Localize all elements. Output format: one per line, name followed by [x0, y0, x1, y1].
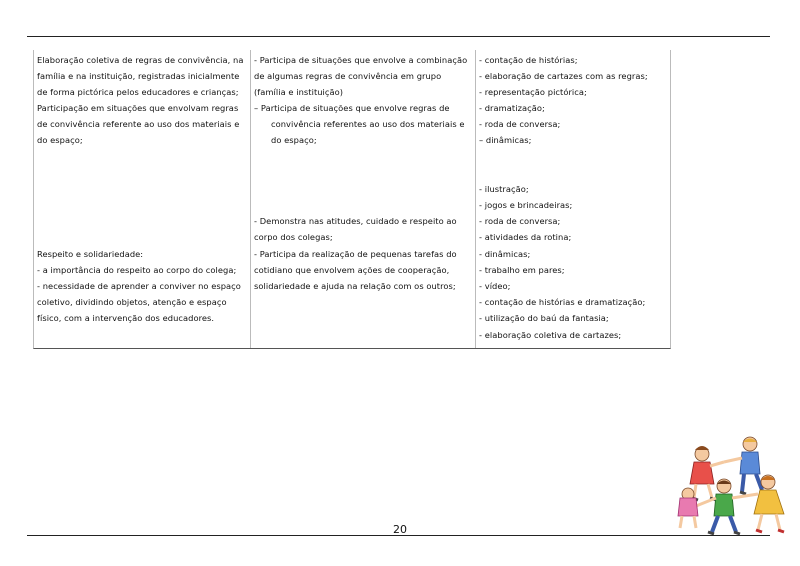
table-line: - atividades da rotina; — [479, 232, 572, 242]
table-line: Elaboração coletiva de regras de convivência, na — [37, 55, 244, 65]
column-conteudos — [34, 50, 251, 348]
table-line: - dramatização; — [479, 103, 545, 113]
table-line: de algumas regras de convivência em grupo — [254, 71, 442, 81]
column-estrategias — [476, 50, 670, 348]
table-line: - contação de histórias; — [479, 55, 578, 65]
table-line: coletivo, dividindo objetos, atenção e espaço — [37, 297, 227, 307]
table-line: - utilização do baú da fantasia; — [479, 313, 609, 323]
table-line: - necessidade de aprender a conviver no espaço — [37, 281, 241, 291]
table-line: - Participa da realização de pequenas tarefas do — [254, 249, 457, 259]
table-line: - jogos e brincadeiras; — [479, 200, 573, 210]
table-line: - dinâmicas; — [479, 249, 531, 259]
table-line: de convivência referente ao uso dos materiais e — [37, 119, 240, 129]
table-line: - elaboração de cartazes com as regras; — [479, 71, 648, 81]
table-line: - Demonstra nas atitudes, cuidado e respeito ao — [254, 216, 457, 226]
table-line: convivência referentes ao uso dos materiais e — [271, 119, 465, 129]
table-line: - ilustração; — [479, 184, 529, 194]
table-line: - a importância do respeito ao corpo do colega; — [37, 265, 237, 275]
table-line: do espaço; — [271, 135, 317, 145]
table-line: solidariedade e ajuda na relação com os outros; — [254, 281, 456, 291]
table-line: Respeito e solidariedade: — [37, 249, 144, 259]
table-line: - roda de conversa; — [479, 119, 561, 129]
table-line: - representação pictórica; — [479, 87, 587, 97]
table-line: – dinâmicas; — [479, 135, 532, 145]
table-line: – Participa de situações que envolve regras de — [254, 103, 450, 113]
page-number: 20 — [393, 523, 407, 536]
table-line: - vídeo; — [479, 281, 511, 291]
children-circle-illustration — [672, 432, 788, 544]
content-table — [33, 50, 671, 349]
table-line: (família e instituição) — [254, 87, 344, 97]
table-line: físico, com a intervenção dos educadores. — [37, 313, 215, 323]
table-line: - contação de histórias e dramatização; — [479, 297, 646, 307]
table-line: - trabalho em pares; — [479, 265, 565, 275]
column-objetivos — [251, 50, 476, 348]
table-line: Participação em situações que envolvam regras — [37, 103, 239, 113]
table-line: - elaboração coletiva de cartazes; — [479, 330, 622, 340]
table-line: família e na instituição, registradas inicialmente — [37, 71, 240, 81]
table-line: de forma pictórica pelos educadores e crianças; — [37, 87, 239, 97]
table-line: - Participa de situações que envolve a combinação — [254, 55, 468, 65]
table-line: corpo dos colegas; — [254, 232, 333, 242]
table-line: cotidiano que envolvem ações de cooperação, — [254, 265, 450, 275]
table-line: do espaço; — [37, 135, 83, 145]
table-line: - roda de conversa; — [479, 216, 561, 226]
header-rule — [27, 36, 770, 37]
